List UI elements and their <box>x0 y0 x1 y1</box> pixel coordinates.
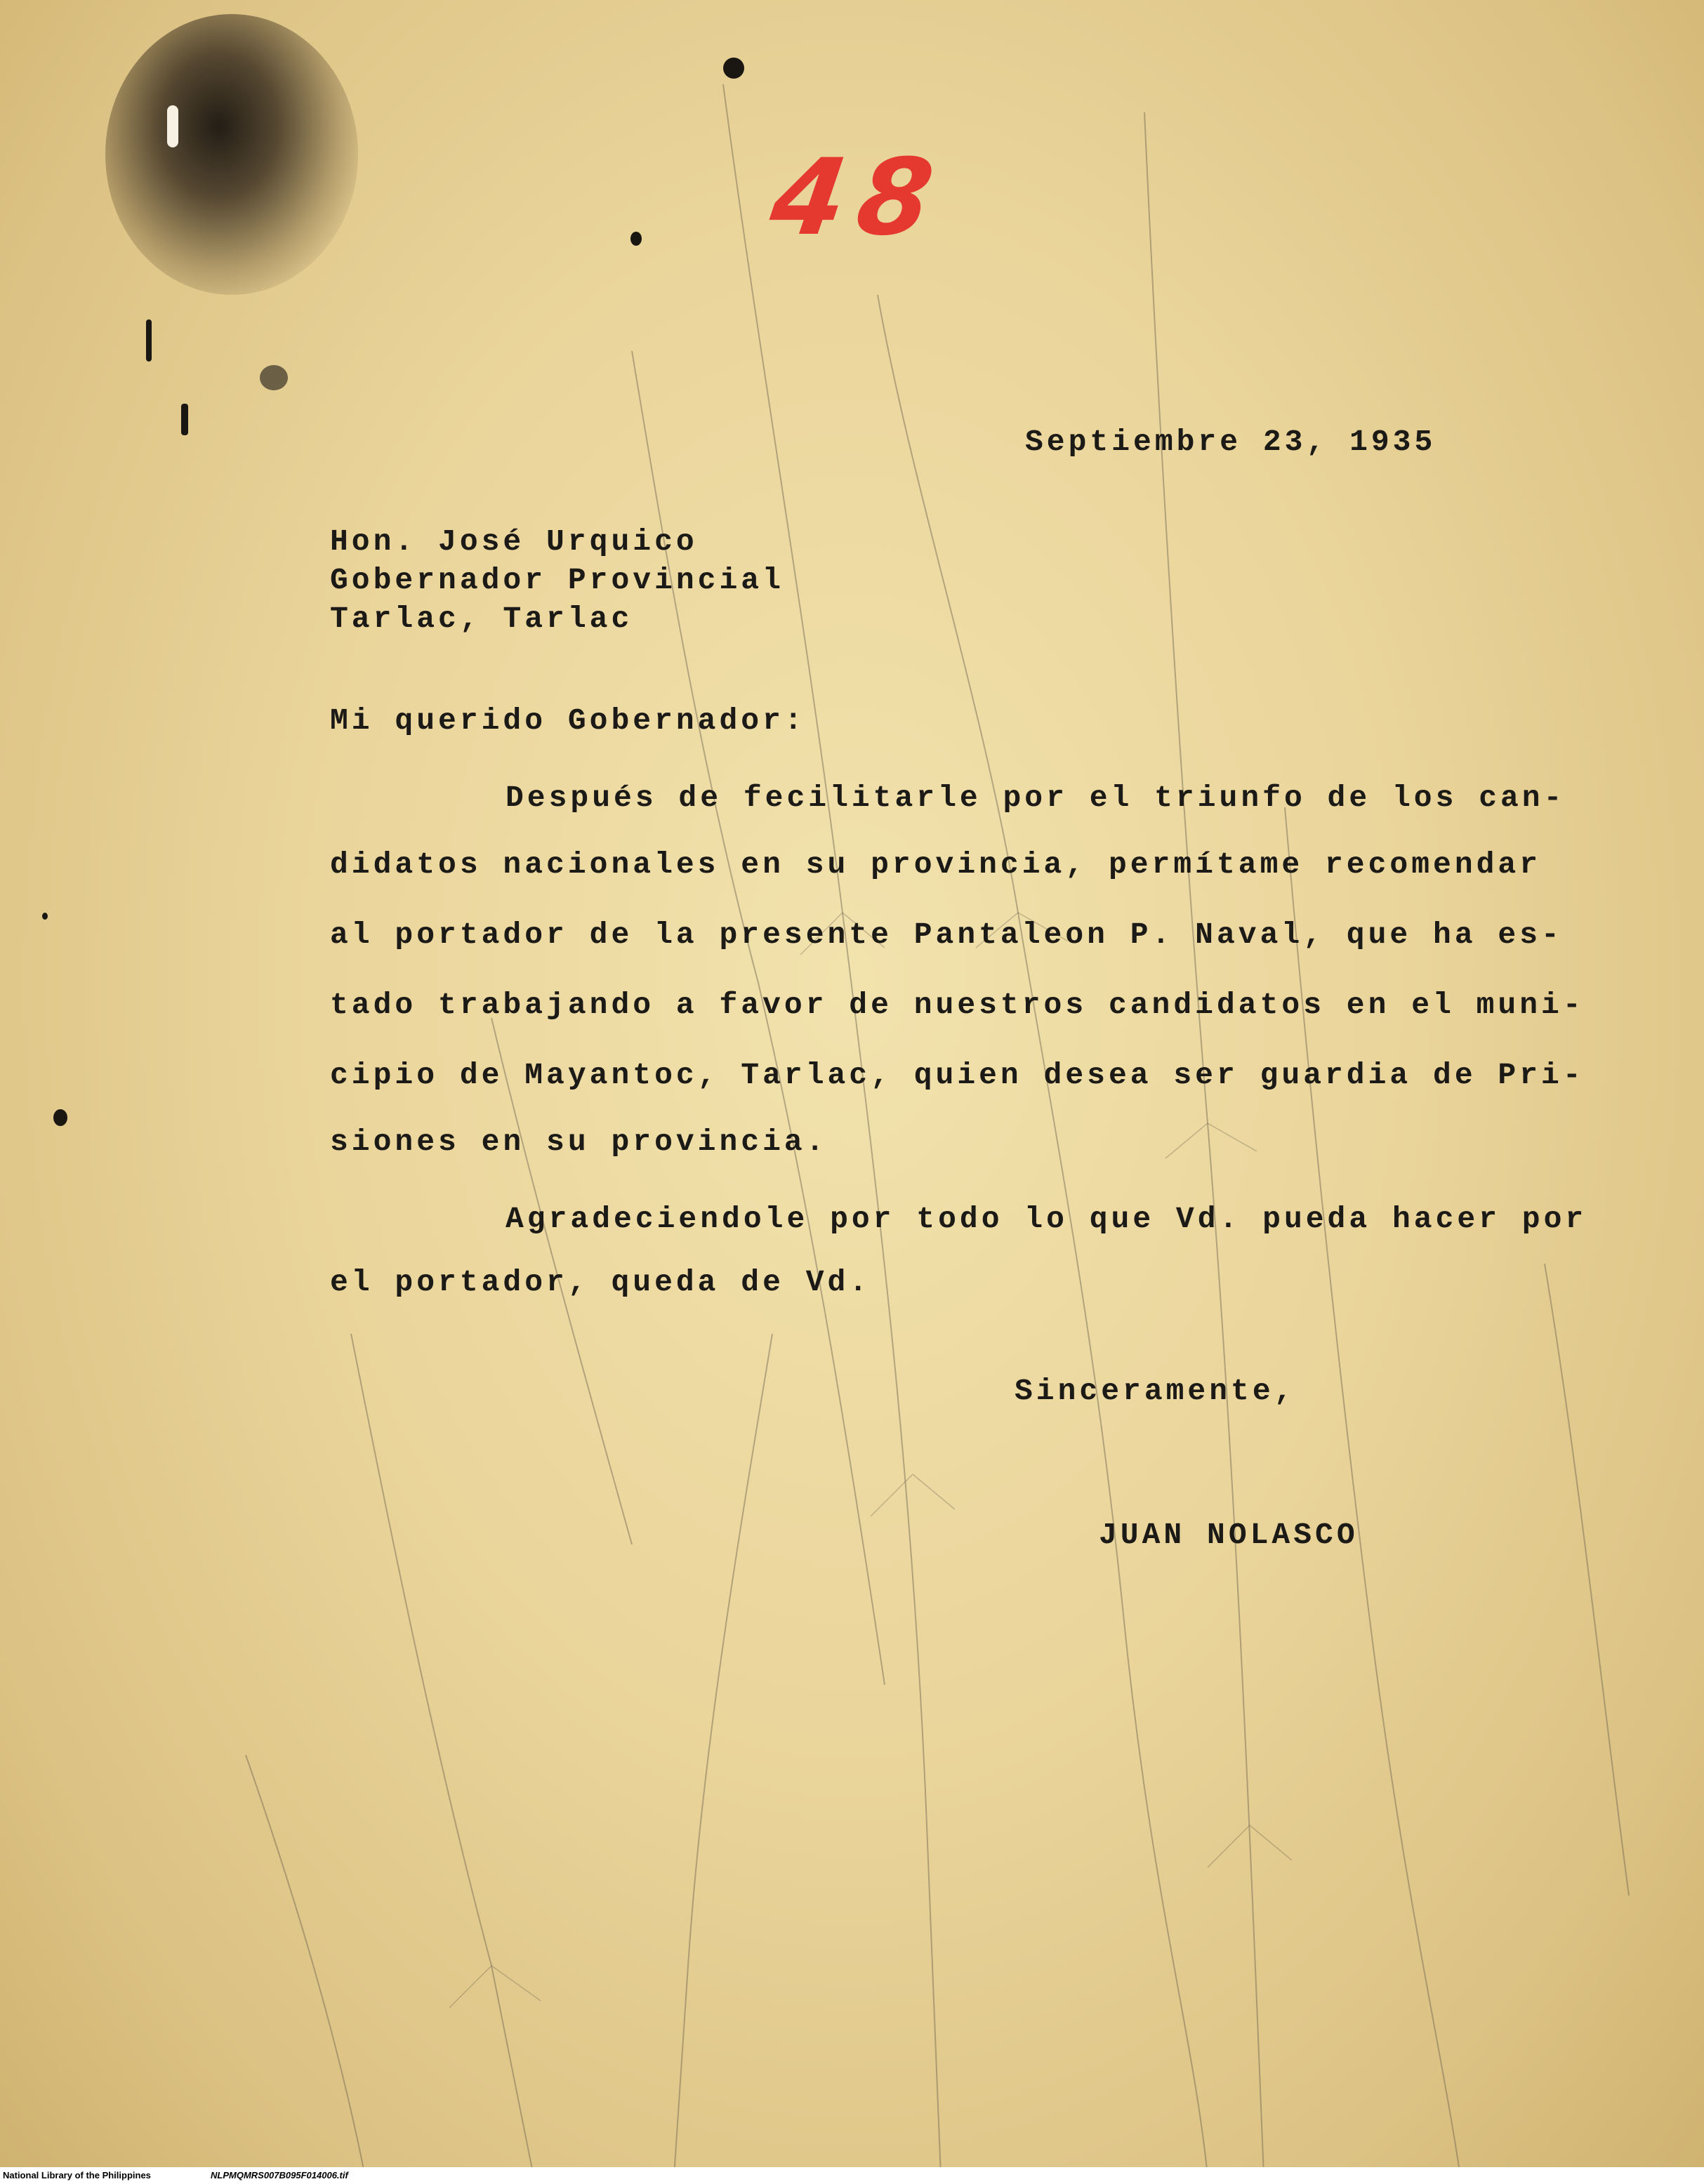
signature-name: JUAN NOLASCO <box>1099 1518 1359 1552</box>
burn-mark <box>105 14 358 295</box>
closing: Sinceramente, <box>1015 1374 1296 1408</box>
body-line: al portador de la presente Pantaleon P. Naval, que ha es- <box>330 918 1563 952</box>
recipient-title: Gobernador Provincial <box>330 563 784 597</box>
page-number-annotation: 48 <box>763 137 953 259</box>
ink-spot <box>181 404 188 435</box>
letter-date: Septiembre 23, 1935 <box>1025 425 1436 459</box>
body-line: Después de fecilitarle por el triunfo de los can- <box>506 781 1566 815</box>
library-credit: National Library of the Philippines <box>3 2170 151 2180</box>
body-line: Agradeciendole por todo lo que Vd. pueda hacer por <box>506 1202 1587 1236</box>
body-line: siones en su provincia. <box>330 1125 828 1159</box>
file-id: NLPMQMRS007B095F014006.tif <box>211 2170 348 2180</box>
ink-spot <box>53 1109 67 1126</box>
body-line: el portador, queda de Vd. <box>330 1265 871 1299</box>
burn-hole <box>167 105 178 147</box>
body-line: tado trabajando a favor de nuestros candidatos en el muni- <box>330 988 1585 1022</box>
ink-spot <box>260 365 288 390</box>
recipient-location: Tarlac, Tarlac <box>330 602 633 636</box>
ink-spot <box>723 58 744 79</box>
ink-spot <box>42 913 48 920</box>
scan-footer <box>0 2167 1704 2184</box>
ink-spot <box>146 319 152 362</box>
salutation: Mi querido Gobernador: <box>330 703 806 738</box>
recipient-name: Hon. José Urquico <box>330 524 698 559</box>
body-line: didatos nacionales en su provincia, permítame recomendar <box>330 847 1542 882</box>
body-line: cipio de Mayantoc, Tarlac, quien desea ser guardia de Pri- <box>330 1058 1585 1092</box>
ink-spot <box>630 232 642 246</box>
